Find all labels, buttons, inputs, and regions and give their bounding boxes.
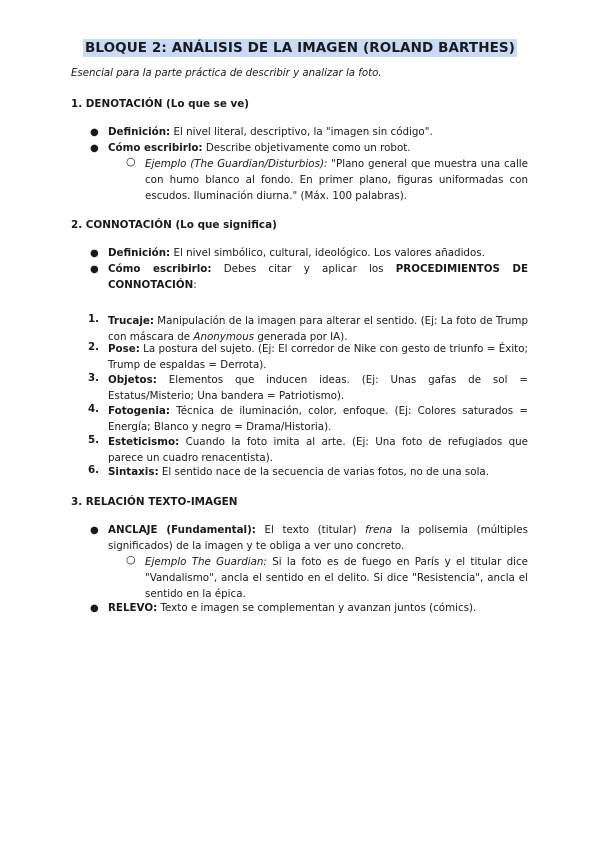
list-number: 2.	[88, 341, 100, 353]
item-label: Sintaxis:	[108, 466, 159, 478]
s3-anclaje	[108, 522, 528, 554]
item-label: Pose:	[108, 343, 140, 355]
s1-example	[145, 156, 528, 204]
list-number: 3.	[88, 372, 100, 384]
bullet-icon: ●	[90, 143, 99, 154]
relevo-text: Texto e imagen se complementan y avanzan juntos (cómics).	[157, 602, 477, 614]
list-number: 5.	[88, 434, 100, 446]
item-label: Trucaje:	[108, 315, 154, 327]
item-label: Fotogenia:	[108, 405, 170, 417]
anclaje-emphasis: frena	[365, 524, 393, 536]
list-number: 1.	[88, 313, 100, 325]
s1-como-text: Describe objetivamente como un robot.	[202, 142, 411, 154]
s1-como	[108, 140, 528, 156]
s2-procedimientos: PROCEDIMIENTOS DE CONNOTACIÓN	[108, 263, 528, 291]
s1-como-label: Cómo escribirlo:	[108, 142, 203, 154]
s3-relevo	[108, 600, 528, 616]
section-2-heading: 2. CONNOTACIÓN (Lo que significa)	[71, 219, 277, 231]
item-text: Elementos que inducen ideas. (Ej: Unas gafas de sol = Estatus/Misterio; Una bandera = Patriotismo).	[108, 374, 528, 402]
s2-como-label: Cómo escribirlo:	[108, 263, 212, 275]
bullet-icon: ●	[90, 603, 99, 614]
s1-example-label: Ejemplo (The Guardian/Disturbios):	[145, 158, 328, 170]
s1-definition-label: Definición:	[108, 126, 171, 138]
list-number: 6.	[88, 464, 100, 476]
anclaje-text: El texto (titular)	[255, 524, 366, 536]
procedure-item-objetos	[108, 372, 528, 404]
s2-definition-label: Definición:	[108, 247, 171, 259]
procedure-item-fotogenia	[108, 403, 528, 435]
procedure-item-esteticismo	[108, 434, 528, 466]
relevo-label: RELEVO:	[108, 602, 158, 614]
s3-example	[145, 554, 528, 602]
s2-como-end: :	[193, 279, 197, 291]
bullet-icon: ●	[90, 248, 99, 259]
s2-como	[108, 261, 528, 293]
item-emphasis: Anonymous	[193, 331, 255, 343]
section-1-heading: 1. DENOTACIÓN (Lo que se ve)	[71, 98, 250, 110]
intro-text: Esencial para la parte práctica de describir y analizar la foto.	[71, 68, 382, 79]
item-label: Esteticismo:	[108, 436, 180, 448]
s2-definition	[108, 245, 528, 261]
bullet-icon: ●	[90, 525, 99, 536]
list-number: 4.	[88, 403, 100, 415]
circle-bullet-icon: ○	[126, 553, 136, 566]
item-text-end: generada por IA).	[254, 331, 348, 343]
item-text: Cuando la foto imita al arte. (Ej: Una foto de refugiados que parece un cuadro renacentista).	[108, 436, 528, 464]
bullet-icon: ●	[90, 127, 99, 138]
item-text: La postura del sujeto. (Ej: El corredor de Nike con gesto de triunfo = Éxito; Trump de espaldas = Derrota).	[108, 343, 528, 371]
section-3-heading: 3. RELACIÓN TEXTO-IMAGEN	[71, 496, 238, 508]
s1-example-text: "Plano general que muestra una calle con humo blanco al fondo. En primer plano, figuras uniformadas con escudos. Iluminación diurna." (Máx. 100 palabras).	[145, 158, 528, 202]
s3-example-text: Si la foto es de fuego en París y el titular dice "Vandalismo", ancla el sentido en el delito. Si dice "Resistencia", ancla el sentido en la épica.	[145, 556, 528, 600]
item-label: Objetos:	[108, 374, 157, 386]
title-text: BLOQUE 2: ANÁLISIS DE LA IMAGEN (ROLAND BARTHES)	[84, 40, 516, 56]
document-title	[0, 37, 600, 56]
item-text: Técnica de iluminación, color, enfoque. (Ej: Colores saturados = Energía; Blanco y negro = Drama/Historia).	[108, 405, 528, 433]
bullet-icon: ●	[90, 264, 99, 275]
s1-definition	[108, 124, 528, 140]
s3-example-label: Ejemplo The Guardian:	[145, 556, 267, 568]
item-text: Manipulación de la imagen para alterar el sentido. (Ej: La foto de Trump con máscara de	[108, 315, 528, 343]
anclaje-label: ANCLAJE (Fundamental):	[108, 524, 256, 536]
s2-como-text: Debes citar y aplicar los	[211, 263, 396, 275]
s2-definition-text: El nivel simbólico, cultural, ideológico. Los valores añadidos.	[170, 247, 485, 259]
circle-bullet-icon: ○	[126, 155, 136, 168]
procedure-item-pose	[108, 341, 528, 373]
s1-definition-text: El nivel literal, descriptivo, la "imagen sin código".	[170, 126, 433, 138]
procedure-item-sintaxis	[108, 464, 528, 480]
anclaje-text-end: la polisemia (múltiples significados) de la imagen y te obliga a ver uno concreto.	[108, 524, 528, 552]
item-text: El sentido nace de la secuencia de varias fotos, no de una sola.	[158, 466, 490, 478]
